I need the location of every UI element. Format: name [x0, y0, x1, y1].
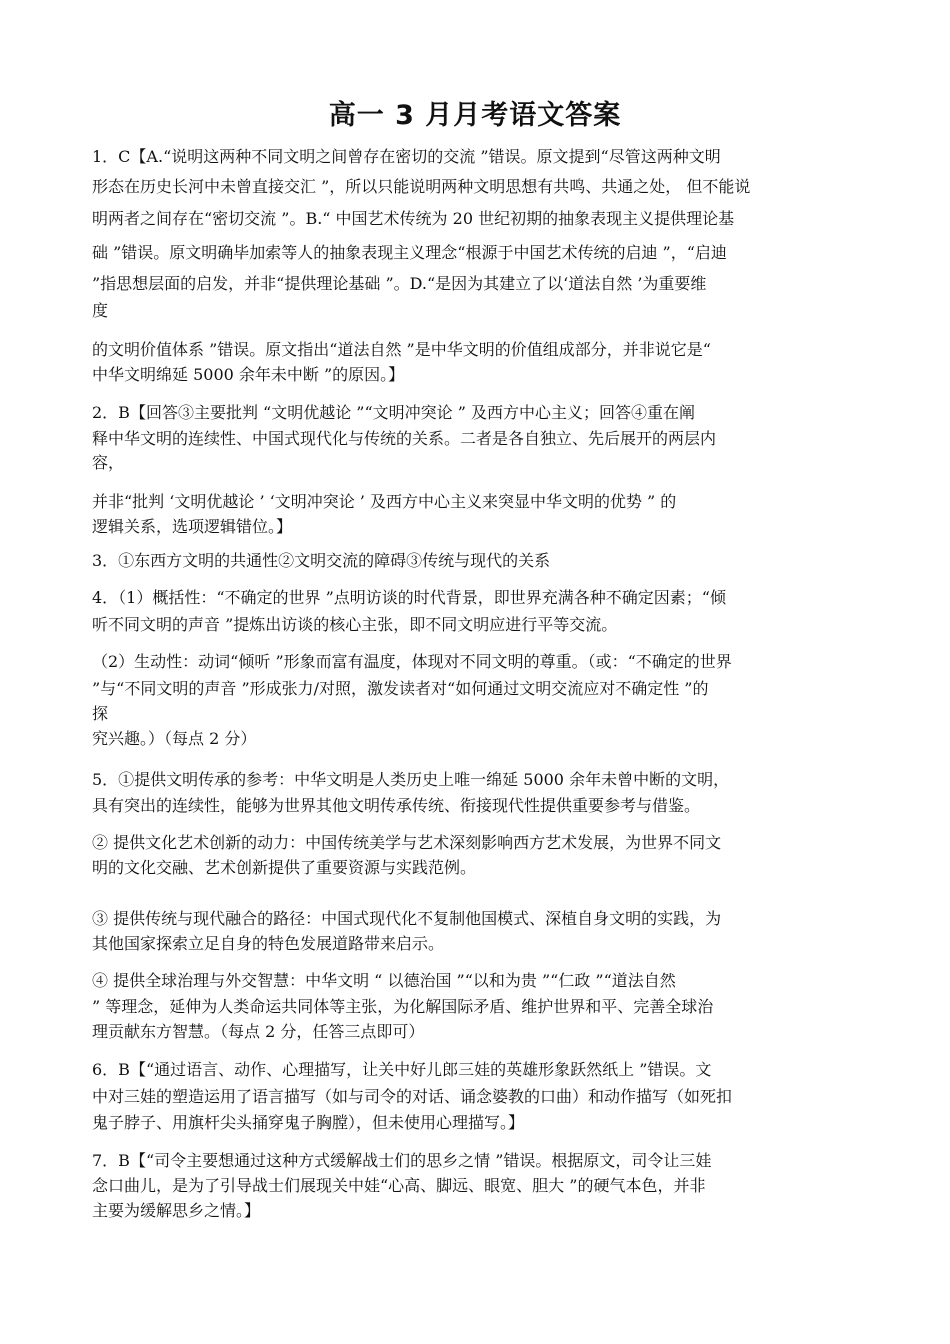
answer-5-line-6: 其他国家探索立足自身的特色发展道路带来启示。 — [92, 934, 445, 953]
answer-1-line-5: ”指思想层面的启发，并非“提供理论基础 ”。D.“是因为其建立了以‘道法自然 ’为重要维 — [92, 274, 707, 293]
answer-2-line-3: 容， — [92, 453, 125, 472]
answer-1-line-4: 础 ”错误。原文明确毕加索等人的抽象表现主义理念“根源于中国艺术传统的启迪 ”，“启迪 — [92, 243, 727, 262]
answer-1-line-7: 的文明价值体系 ”错误。原文指出“道法自然 ”是中华文明的价值组成部分，并非说它是“ — [92, 340, 711, 359]
answer-1-line-2: 形态在历史长河中未曾直接交汇 ”，所以只能说明两种文明思想有共鸣、共通之处， 但不能说 — [92, 177, 751, 196]
answer-6-line-3: 鬼子脖子、用旗杆尖头捅穿鬼子胸膛），但未使用心理描写。】 — [92, 1113, 525, 1132]
answer-6-line-1: 6．B【“通过语言、动作、心理描写，让关中好儿郎三娃的英雄形象跃然纸上 ”错误。文 — [92, 1060, 712, 1079]
answer-5-line-8: ” 等理念，延伸为人类命运共同体等主张，为化解国际矛盾、维护世界和平、完善全球治 — [92, 997, 714, 1016]
answer-3-line-1: 3．①东西方文明的共通性②文明交流的障碍③传统与现代的关系 — [92, 551, 551, 570]
page-title: 高一 3 月月考语文答案 — [328, 100, 622, 131]
answer-7-line-3: 主要为缓解思乡之情。】 — [92, 1201, 261, 1220]
answer-4-line-6: 究兴趣。）（每点 2 分） — [92, 729, 257, 748]
answer-2-line-4: 并非“批判 ‘文明优越论 ’ ‘文明冲突论 ’ 及西方中心主义来突显中华文明的优势 ” 的 — [92, 492, 677, 511]
answer-4-line-5: 探 — [92, 704, 109, 723]
answer-5-line-7: ④ 提供全球治理与外交智慧：中华文明 “ 以德治国 ”“以和为贵 ”“仁政 ”“道法自然 — [92, 971, 676, 990]
answer-5-line-3: ② 提供文化艺术创新的动力：中国传统美学与艺术深刻影响西方艺术发展，为世界不同文 — [92, 833, 722, 852]
answer-6-line-2: 中对三娃的塑造运用了语言描写（如与司令的对话、诵念婆教的口曲）和动作描写（如死扣 — [92, 1087, 733, 1106]
answer-1-line-8: 中华文明绵延 5000 余年未中断 ”的原因。】 — [92, 365, 405, 384]
answer-2-line-1: 2．B【回答③主要批判 “文明优越论 ”“文明冲突论 ” 及西方中心主义；回答④重在阐 — [92, 403, 696, 422]
answer-2-line-2: 释中华文明的连续性、中国式现代化与传统的关系。二者是各自独立、先后展开的两层内 — [92, 429, 717, 448]
answer-5-line-9: 理贡献东方智慧。（每点 2 分，任答三点即可） — [92, 1022, 425, 1041]
answer-7-line-1: 7．B【“司令主要想通过这种方式缓解战士们的思乡之情 ”错误。根据原文，司令让三娃 — [92, 1151, 712, 1170]
answer-2-line-5: 逻辑关系，选项逻辑错位。】 — [92, 517, 293, 536]
answer-5-line-5: ③ 提供传统与现代融合的路径：中国式现代化不复制他国模式、深植自身文明的实践，为 — [92, 909, 722, 928]
answer-4-line-1: 4．（1）概括性：“不确定的世界 ”点明访谈的时代背景，即世界充满各种不确定因素；“倾 — [92, 588, 726, 607]
answer-4-line-2: 听不同文明的声音 ”提炼出访谈的核心主张，即不同文明应进行平等交流。 — [92, 615, 618, 634]
answer-4-line-4: ”与“不同文明的声音 ”形成张力/对照，激发读者对“如何通过文明交流应对不确定性 ”的 — [92, 679, 709, 698]
answer-1-line-1: 1．C【A.“说明这两种不同文明之间曾存在密切的交流 ”错误。原文提到“尽管这两种文明 — [92, 147, 721, 166]
answer-1-line-6: 度 — [92, 301, 109, 320]
answer-7-line-2: 念口曲儿，是为了引导战士们展现关中娃“心高、脚远、眼宽、胆大 ”的硬气本色，并非 — [92, 1176, 706, 1195]
answer-4-line-3: （2）生动性：动词“倾听 ”形象而富有温度，体现对不同文明的尊重。（或：“不确定的世界 — [92, 652, 732, 671]
answer-5-line-1: 5．①提供文明传承的参考：中华文明是人类历史上唯一绵延 5000 余年未曾中断的文明， — [92, 770, 730, 789]
answer-5-line-2: 具有突出的连续性，能够为世界其他文明传承传统、衔接现代性提供重要参考与借鉴。 — [92, 796, 701, 815]
answer-5-line-4: 明的文化交融、艺术创新提供了重要资源与实践范例。 — [92, 858, 477, 877]
answer-1-line-3: 明两者之间存在“密切交流 ”。B.“ 中国艺术传统为 20 世纪初期的抽象表现主义提供理论基 — [92, 209, 735, 228]
